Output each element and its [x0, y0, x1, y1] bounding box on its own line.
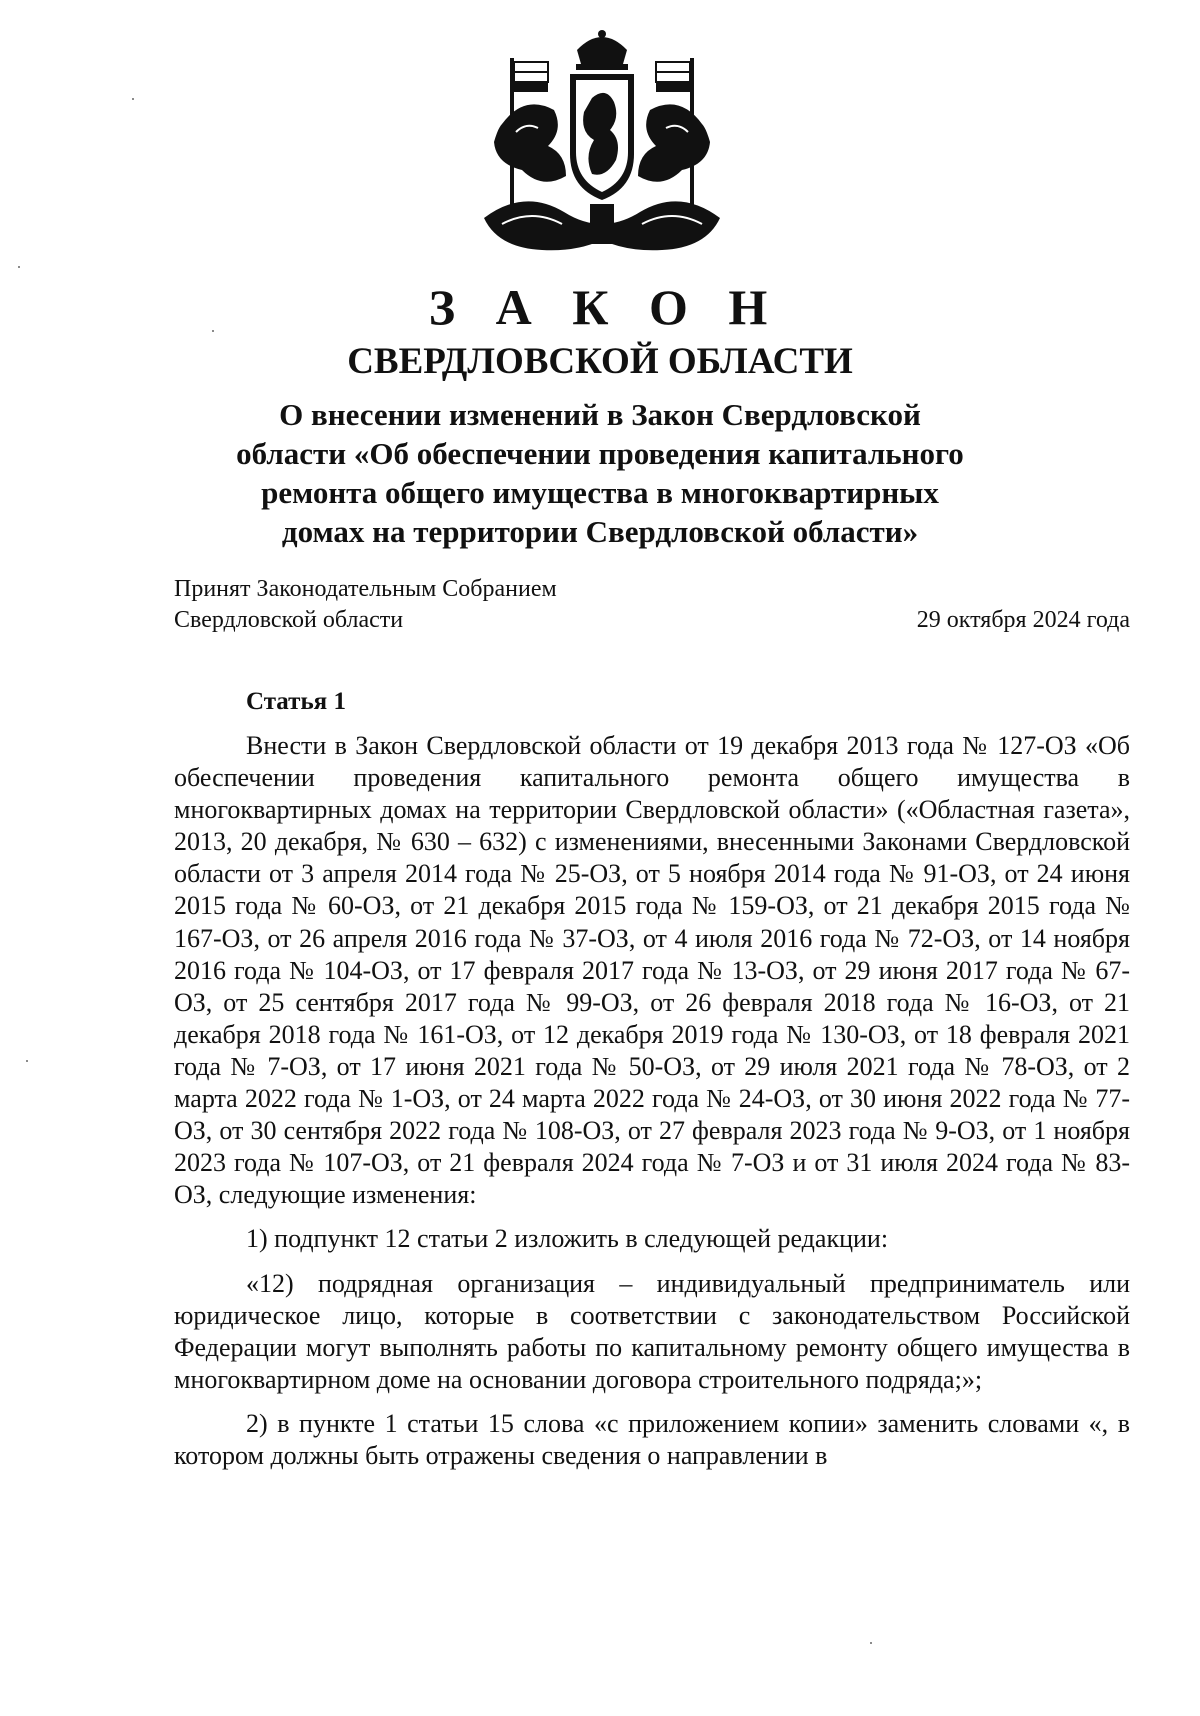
document-region: СВЕРДЛОВСКОЙ ОБЛАСТИ	[347, 341, 853, 382]
document-heading: З А К О Н	[428, 279, 782, 335]
item-2: 2) в пункте 1 статьи 15 слова «с приложением копии» заменить словами «, в котором должны быть отражены сведения о направлении в	[174, 1408, 1130, 1470]
adopted-by-line: Принят Законодательным Собранием	[174, 576, 557, 602]
document-subject	[220, 395, 980, 551]
article-title: Статья 1	[246, 688, 346, 715]
coat-of-arms-icon	[472, 28, 732, 266]
article-body	[174, 730, 1130, 1472]
adoption-block	[174, 574, 1130, 636]
subject-line: области «Об обеспечении проведения капитального	[236, 436, 964, 471]
item-1-quote: «12) подрядная организация – индивидуальный предприниматель или юридическое лицо, которые в соответствии с законодательством Российской Федерации могут выполнять работы по капитальному ремонту общего имущества в многоквартирном доме на основании договора строительного подряда;»;	[174, 1268, 1130, 1394]
adopted-by-region: Свердловской области	[174, 607, 404, 633]
scan-speck	[212, 330, 214, 332]
subject-line: домах на территории Свердловской области»	[281, 514, 919, 549]
scan-speck	[26, 1060, 28, 1062]
scan-speck	[870, 1642, 872, 1644]
adoption-date: 29 октября 2024 года	[916, 607, 1130, 633]
scan-speck	[132, 98, 134, 100]
scan-speck	[18, 266, 20, 268]
intro-paragraph: Внести в Закон Свердловской области от 19 декабря 2013 года № 127-ОЗ «Об обеспечении проведения капитального ремонта общего имущества в многоквартирных домах на территории Свердловской области» («Областная газета», 2013, 20 декабря, № 630 – 632) с изменениями, внесенными Законами Свердловской области от 3 апреля 2014 года № 25-ОЗ, от 5 ноября 2014 года № 91-ОЗ, от 24 июня 2015 года № 60-ОЗ, от 21 декабря 2015 года № 159-ОЗ, от 21 декабря 2015 года № 167-ОЗ, от 26 апреля 2016 года № 37-ОЗ, от 4 июля 2016 года № 72-ОЗ, от 14 ноября 2016 года № 104-ОЗ, от 17 февраля 2017 года № 13-ОЗ, от 29 июня 2017 года № 67-ОЗ, от 25 сентября 2017 года № 99-ОЗ, от 26 февраля 2018 года № 16-ОЗ, от 21 декабря 2018 года № 161-ОЗ, от 12 декабря 2019 года № 130-ОЗ, от 18 февраля 2021 года № 7-ОЗ, от 17 июня 2021 года № 50-ОЗ, от 29 июля 2021 года № 78-ОЗ, от 2 марта 2022 года № 1-ОЗ, от 24 марта 2022 года № 24-ОЗ, от 30 июня 2022 года № 77-ОЗ, от 30 сентября 2022 года № 108-ОЗ, от 27 февраля 2023 года № 9-ОЗ, от 1 ноября 2023 года № 107-ОЗ, от 21 февраля 2024 года № 7-ОЗ и от 31 июля 2024 года № 83-ОЗ, следующие изменения:	[174, 731, 1130, 1210]
item-1: 1) подпункт 12 статьи 2 изложить в следующей редакции:	[246, 1224, 889, 1254]
subject-line: ремонта общего имущества в многоквартирных	[261, 475, 939, 510]
subject-line: О внесении изменений в Закон Свердловской	[279, 397, 921, 432]
